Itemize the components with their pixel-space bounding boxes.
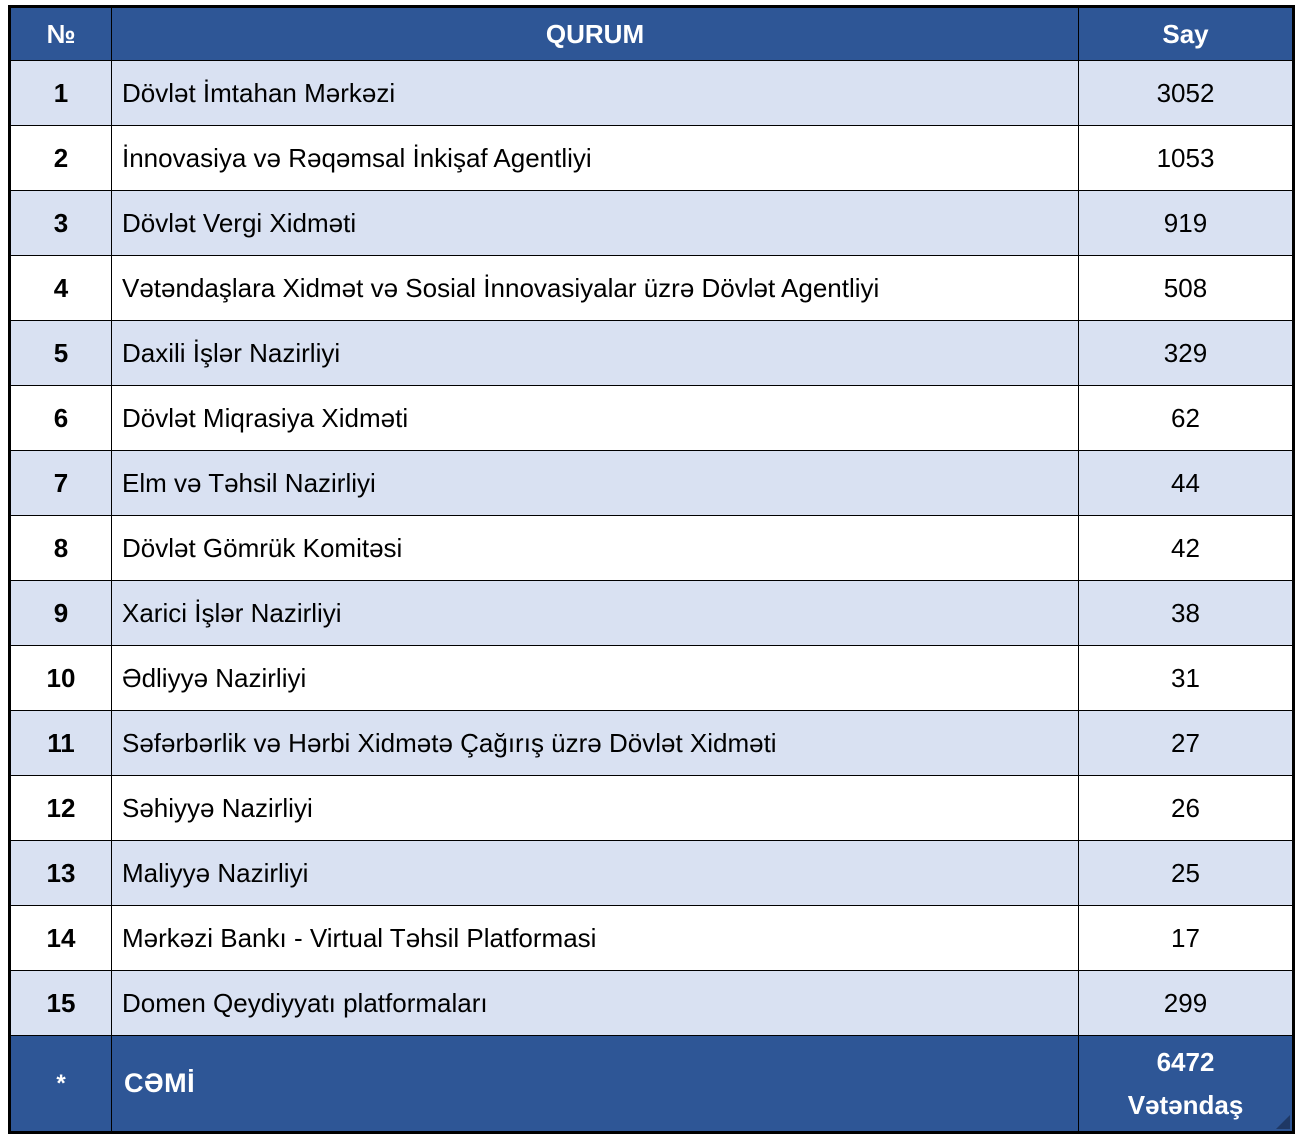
row-number-cell: 11: [10, 711, 112, 776]
say-cell: 27: [1079, 711, 1294, 776]
total-row: [10, 1036, 1294, 1133]
table-body: [10, 61, 1294, 1036]
qurum-cell: Vətəndaşlara Xidmət və Sosial İnnovasiyalar üzrə Dövlət Agentliyi: [112, 256, 1079, 321]
qurum-cell: Domen Qeydiyyatı platformaları: [112, 971, 1079, 1036]
qurum-cell: Ədliyyə Nazirliyi: [112, 646, 1079, 711]
qurum-cell: Elm və Təhsil Nazirliyi: [112, 451, 1079, 516]
table-row: [10, 841, 1294, 906]
say-cell: 299: [1079, 971, 1294, 1036]
row-number-cell: 14: [10, 906, 112, 971]
row-number-cell: 12: [10, 776, 112, 841]
qurum-cell: Dövlət Vergi Xidməti: [112, 191, 1079, 256]
column-header-num: №: [10, 7, 112, 61]
column-header-say: Say: [1079, 7, 1294, 61]
qurum-table: [8, 5, 1295, 1134]
row-number-cell: 2: [10, 126, 112, 191]
row-number-cell: 15: [10, 971, 112, 1036]
row-number-cell: 1: [10, 61, 112, 126]
qurum-cell: Dövlət Miqrasiya Xidməti: [112, 386, 1079, 451]
total-label: CƏMİ: [112, 1036, 1079, 1133]
table-row: [10, 126, 1294, 191]
row-number-cell: 7: [10, 451, 112, 516]
total-asterisk: *: [10, 1036, 112, 1133]
table-row: [10, 646, 1294, 711]
header-row: [10, 7, 1294, 61]
say-cell: 508: [1079, 256, 1294, 321]
row-number-cell: 3: [10, 191, 112, 256]
column-header-qurum: QURUM: [112, 7, 1079, 61]
row-number-cell: 8: [10, 516, 112, 581]
table-row: [10, 516, 1294, 581]
say-cell: 919: [1079, 191, 1294, 256]
total-value: 6472: [1156, 1047, 1215, 1078]
table-row: [10, 906, 1294, 971]
table-row: [10, 711, 1294, 776]
table-footer: [10, 1036, 1294, 1133]
qurum-cell: Səhiyyə Nazirliyi: [112, 776, 1079, 841]
table-row: [10, 191, 1294, 256]
say-cell: 31: [1079, 646, 1294, 711]
table-row: [10, 321, 1294, 386]
say-cell: 3052: [1079, 61, 1294, 126]
qurum-cell: Səfərbərlik və Hərbi Xidmətə Çağırış üzrə Dövlət Xidməti: [112, 711, 1079, 776]
table-row: [10, 451, 1294, 516]
row-number-cell: 4: [10, 256, 112, 321]
say-cell: 1053: [1079, 126, 1294, 191]
row-number-cell: 10: [10, 646, 112, 711]
total-unit: Vətəndaş: [1127, 1089, 1244, 1120]
qurum-cell: Dövlət İmtahan Mərkəzi: [112, 61, 1079, 126]
say-cell: 17: [1079, 906, 1294, 971]
say-cell: 26: [1079, 776, 1294, 841]
say-cell: 38: [1079, 581, 1294, 646]
qurum-cell: Daxili İşlər Nazirliyi: [112, 321, 1079, 386]
corner-triangle: [1276, 1115, 1290, 1129]
table-row: [10, 581, 1294, 646]
table-row: [10, 256, 1294, 321]
say-cell: 25: [1079, 841, 1294, 906]
row-number-cell: 13: [10, 841, 112, 906]
total-cell: [1079, 1036, 1294, 1133]
qurum-cell: Mərkəzi Bankı - Virtual Təhsil Platformasi: [112, 906, 1079, 971]
row-number-cell: 6: [10, 386, 112, 451]
say-cell: 44: [1079, 451, 1294, 516]
row-number-cell: 9: [10, 581, 112, 646]
qurum-cell: Xarici İşlər Nazirliyi: [112, 581, 1079, 646]
table-row: [10, 386, 1294, 451]
say-cell: 42: [1079, 516, 1294, 581]
table-row: [10, 61, 1294, 126]
table-row: [10, 971, 1294, 1036]
row-number-cell: 5: [10, 321, 112, 386]
say-cell: 329: [1079, 321, 1294, 386]
table-header: [10, 7, 1294, 61]
qurum-cell: Maliyyə Nazirliyi: [112, 841, 1079, 906]
qurum-cell: Dövlət Gömrük Komitəsi: [112, 516, 1079, 581]
qurum-cell: İnnovasiya və Rəqəmsal İnkişaf Agentliyi: [112, 126, 1079, 191]
table-row: [10, 776, 1294, 841]
say-cell: 62: [1079, 386, 1294, 451]
